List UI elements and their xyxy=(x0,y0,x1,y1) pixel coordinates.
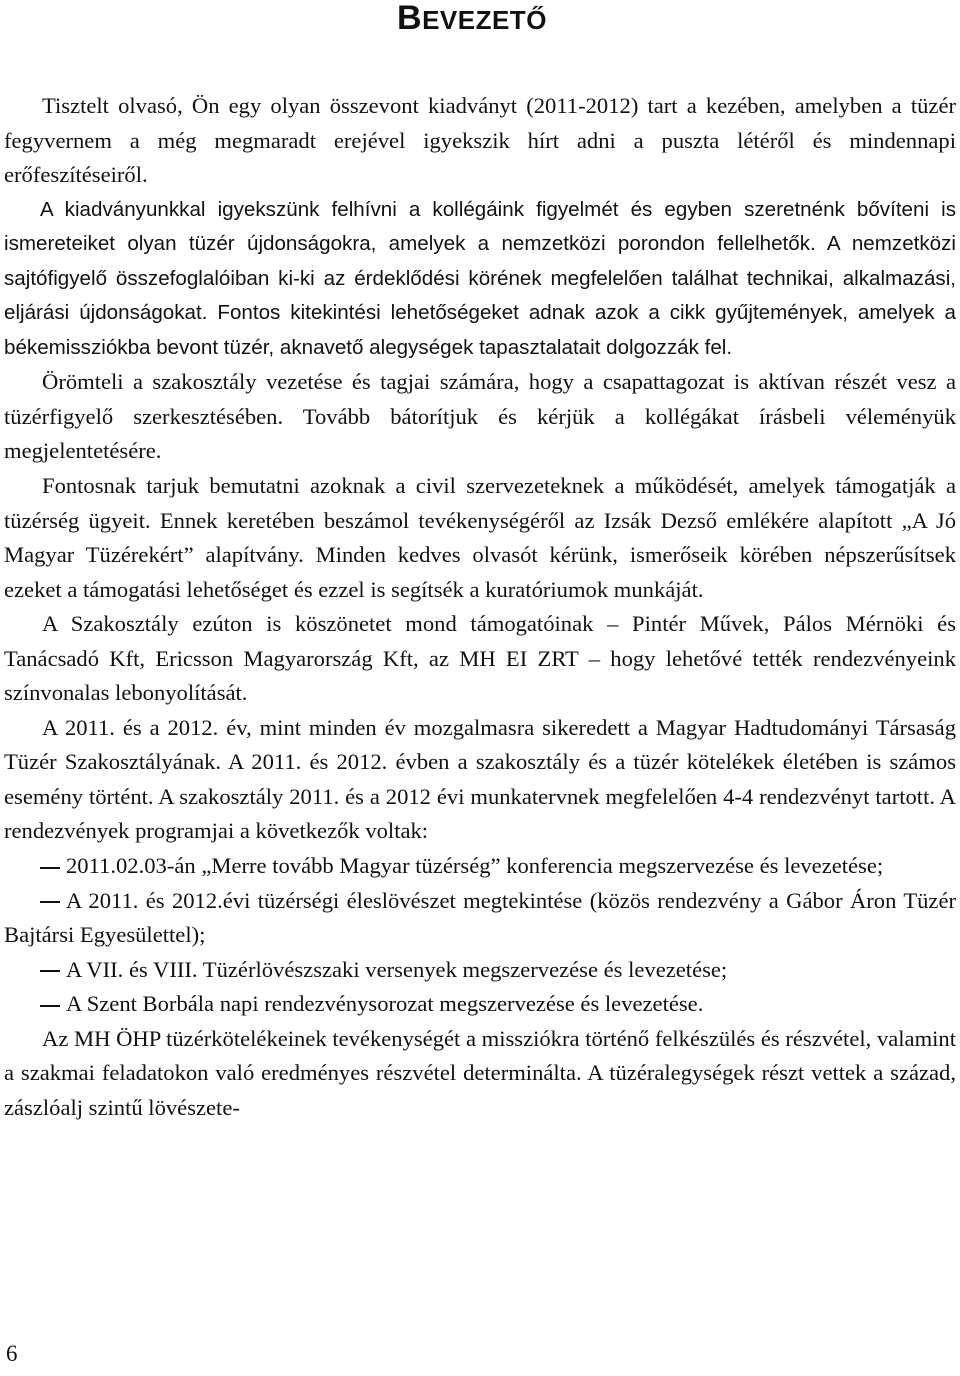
body-text xyxy=(4,89,956,1125)
dash-bullet xyxy=(40,970,60,972)
paragraph-division-thanks: Örömteli a szakosztály vezetése és tagjai számára, hogy a csapattagozat is aktívan részét vesz a tüzérfigyelő szerkesztésében. Tovább bátorítjuk és kérjük a kollégákat írásbeli véleményük megjelentetésére. xyxy=(4,369,956,464)
paragraph-missions: Az MH ÖHP tüzérkötelékeinek tevékenységét a missziókra történő felkészülés és részvétel, valamint a szakmai feladatokon való eredményes részvétel determinálta. A tüzéralegységek részt vettek a század, zászlóalj szintű lövészete- xyxy=(4,1025,956,1120)
paragraph-intro: Tisztelt olvasó, Ön egy olyan összevont kiadványt (2011-2012) tart a kezében, amelyben a tüzér fegyvernem a még megmaradt erejével igyekszik hírt adni a puszta létéről és mindennapi erőfeszítéseiről. xyxy=(4,93,956,188)
list-item xyxy=(4,987,956,1022)
title-first-letter: B xyxy=(397,0,423,37)
paragraph-sponsors: A Szakosztály ezúton is köszönetet mond támogatóinak – Pintér Művek, Pálos Mérnöki és Tanácsadó Kft, Ericsson Magyarország Kft, az MH EI ZRT – hogy lehetővé tették rendezvényeink színvonalas lebonyolítását. xyxy=(4,611,956,706)
paragraph-news-summary: A kiadványunkkal igyekszünk felhívni a kollégáink figyelmét és egyben szeretnénk bővíteni is ismereteiket olyan tüzér újdonságokra, amelyek a nemzetközi porondon fellelhetők. A nemzetközi sajtófigyelő összefoglalóiban ki-ki az érdeklődési körének megfelelően találhat technikai, alkalmazási, eljárási újdonságokat. Fontos kitekintési lehetőségeket adnak azok a cikk gyűjtemények, amelyek a békemissziókba bevont tüzér, aknavető alegységek tapasztalatait dolgozzák fel. xyxy=(4,197,956,359)
dash-bullet xyxy=(40,901,60,903)
event-text: 2011.02.03-án „Merre tovább Magyar tüzérség” konferencia megszervezése és levezetése; xyxy=(66,853,884,879)
dash-bullet xyxy=(40,1005,60,1007)
title-rest: EVEZETŐ xyxy=(422,5,547,35)
page-number: 6 xyxy=(6,1341,18,1366)
paragraph-foundation: Fontosnak tarjuk bemutatni azoknak a civil szervezeteknek a működését, amelyek támogatják a tüzérség ügyeit. Ennek keretében beszámol tevékenységéről az Izsák Dezső emlékére alapított „A Jó Magyar Tüzérekért” alapítvány. Minden kedves olvasót kérünk, ismerőseik körében népszerűsítsek ezeket a támogatási lehetőséget és ezzel is segítsék a kuratóriumok munkáját. xyxy=(4,473,956,602)
event-text: A 2011. és 2012.évi tüzérségi éleslövészet megtekintése (közös rendezvény a Gábor Áron Tüzér Bajtársi Egyesülettel); xyxy=(4,887,956,948)
list-item xyxy=(4,884,956,953)
page-title xyxy=(397,0,547,40)
event-text: A VII. és VIII. Tüzérlövészszaki versenyek megszervezése és levezetése; xyxy=(66,956,728,982)
list-item xyxy=(4,849,956,884)
dash-bullet xyxy=(40,867,60,869)
event-text: A Szent Borbála napi rendezvénysorozat megszervezése és levezetése. xyxy=(66,991,704,1017)
paragraph-year-summary: A 2011. és a 2012. év, mint minden év mozgalmasra sikeredett a Magyar Hadtudományi Társaság Tüzér Szakosztályának. A 2011. és 2012. évben a szakosztály és a tüzér kötelékek életében is számos esemény történt. A szakosztály 2011. és a 2012 évi munkatervnek megfelelően 4-4 rendezvényt tartott. A rendezvények programjai a következők voltak: xyxy=(4,714,956,844)
list-item xyxy=(4,953,956,988)
